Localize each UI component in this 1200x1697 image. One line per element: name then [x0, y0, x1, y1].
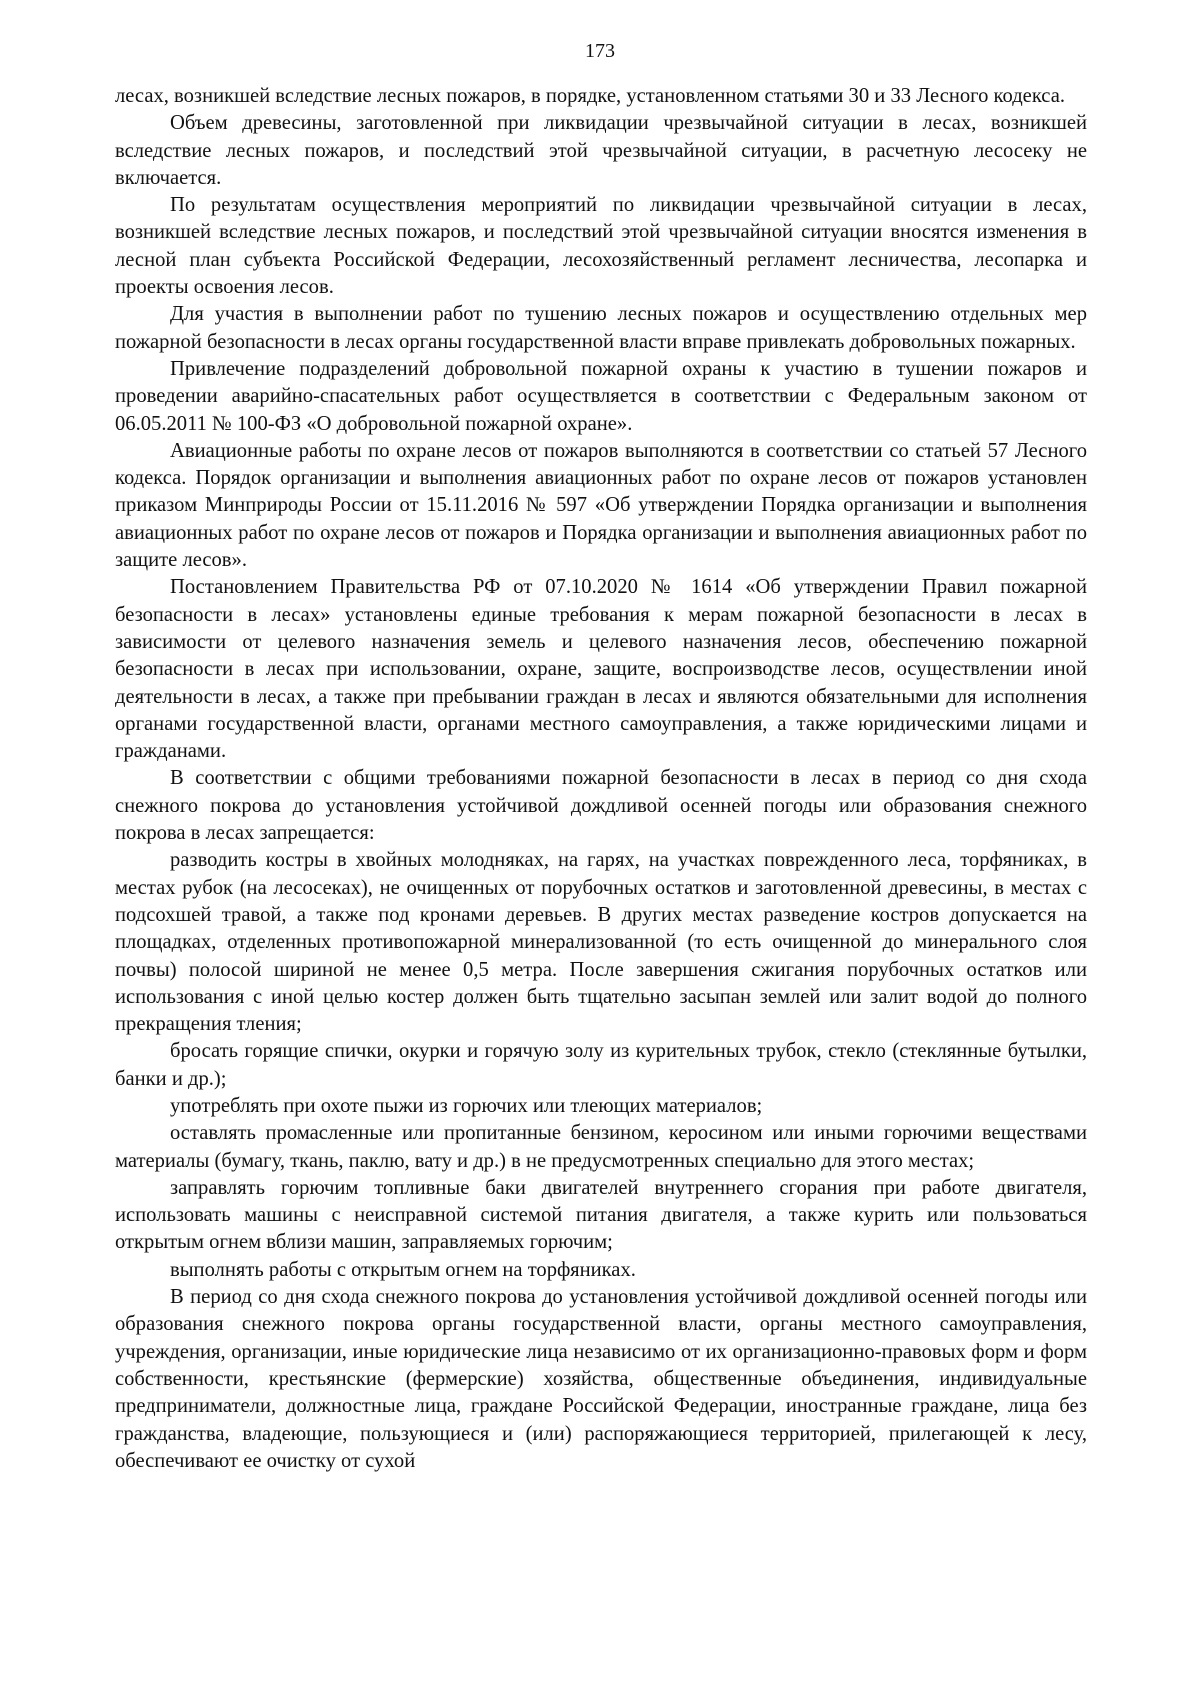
paragraph-2: Объем древесины, заготовленной при ликвидации чрезвычайной ситуации в лесах, возникшей вследствие лесных пожаров, и последствий этой чрезвычайной ситуации, в расчетную лесосеку не включается. [115, 112, 1087, 189]
paragraph-4: Для участия в выполнении работ по тушению лесных пожаров и осуществлению отдельных мер пожарной безопасности в лесах органы государственной власти вправе привлекать добровольных пожарных. [115, 303, 1087, 353]
paragraph-3: По результатам осуществления мероприятий по ликвидации чрезвычайной ситуации в лесах, возникшей вследствие лесных пожаров, и последствий этой чрезвычайной ситуации вносятся изменения в лесной план субъекта Российской Федерации, лесохозяйственный регламент лесничества, лесопарка и проекты освоения лесов. [115, 194, 1087, 299]
paragraph-7: Постановлением Правительства РФ от 07.10.2020 № 1614 «Об утверждении Правил пожарной безопасности в лесах» установлены единые требования к мерам пожарной безопасности в лесах в зависимости от целевого назначения земель и целевого назначения лесов, обеспечению пожарной безопасности в лесах при использовании, охране, защите, воспроизводстве лесов, осуществлении иной деятельности в лесах, а также при пребывании граждан в лесах и являются обязательными для исполнения органами государственной власти, органами местного самоуправления, а также юридическими лицами и гражданами. [115, 576, 1087, 763]
paragraph-5: Привлечение подразделений добровольной пожарной охраны к участию в тушении пожаров и проведении аварийно-спасательных работ осуществляется в соответствии с Федеральным законом от 06.05.2011 № 100-ФЗ «О добровольной пожарной охране». [115, 357, 1087, 435]
paragraph-14: выполнять работы с открытым огнем на торфяниках. [170, 1258, 636, 1281]
paragraph-11: употреблять при охоте пыжи из горючих или тлеющих материалов; [170, 1094, 763, 1117]
paragraph-13: заправлять горючим топливные баки двигателей внутреннего сгорания при работе двигателя, использовать машины с неисправной системой питания двигателя, а также курить или пользоваться открытым огнем вблизи машин, заправляемых горючим; [115, 1176, 1087, 1254]
paragraph-15: В период со дня схода снежного покрова до установления устойчивой дождливой осенней погоды или образования снежного покрова органы государственной власти, органы местного самоуправления, учреждения, организации, иные юридические лица независимо от их организационно-правовых форм и форм собственности, крестьянские (фермерские) хозяйства, общественные объединения, индивидуальные предприниматели, должностные лица, граждане Российской Федерации, иностранные граждане, лица без гражданства, владеющие, пользующиеся и (или) распоряжающиеся территорией, прилегающей к лесу, обеспечивают ее очистку от сухой [115, 1286, 1087, 1472]
page-number: 173 [585, 40, 615, 62]
paragraph-1: лесах, возникшей вследствие лесных пожаров, в порядке, установленном статьями 30 и 33 Лесного кодекса. [115, 85, 1065, 107]
paragraph-9: разводить костры в хвойных молодняках, на гарях, на участках поврежденного леса, торфяниках, в местах рубок (на лесосеках), не очищенных от порубочных остатков и заготовленной древесины, в местах с подсохшей травой, а также под кронами деревьев. В других местах разведение костров допускается на площадках, отделенных противопожарной минерализованной (то есть очищенной до минерального слоя почвы) полосой шириной не менее 0,5 метра. После завершения сжигания порубочных остатков или использования с иной целью костер должен быть тщательно засыпан землей или залит водой до полного прекращения тления; [115, 849, 1087, 1036]
document-body [115, 83, 1087, 1475]
paragraph-12: оставлять промасленные или пропитанные бензином, керосином или иными горючими веществами материалы (бумагу, ткань, паклю, вату и др.) в не предусмотренных специально для этого местах; [115, 1122, 1087, 1172]
paragraph-10: бросать горящие спички, окурки и горячую золу из курительных трубок, стекло (стеклянные бутылки, банки и др.); [115, 1040, 1087, 1090]
paragraph-8: В соответствии с общими требованиями пожарной безопасности в лесах в период со дня схода снежного покрова до установления устойчивой дождливой осенней погоды или образования снежного покрова в лесах запрещается: [115, 767, 1087, 845]
paragraph-6: Авиационные работы по охране лесов от пожаров выполняются в соответствии со статьей 57 Лесного кодекса. Порядок организации и выполнения авиационных работ по охране лесов от пожаров установлен приказом Минприроды России от 15.11.2016 № 597 «Об утверждении Порядка организации и выполнения авиационных работ по охране лесов от пожаров и Порядка организации и выполнения авиационных работ по защите лесов». [115, 439, 1087, 572]
